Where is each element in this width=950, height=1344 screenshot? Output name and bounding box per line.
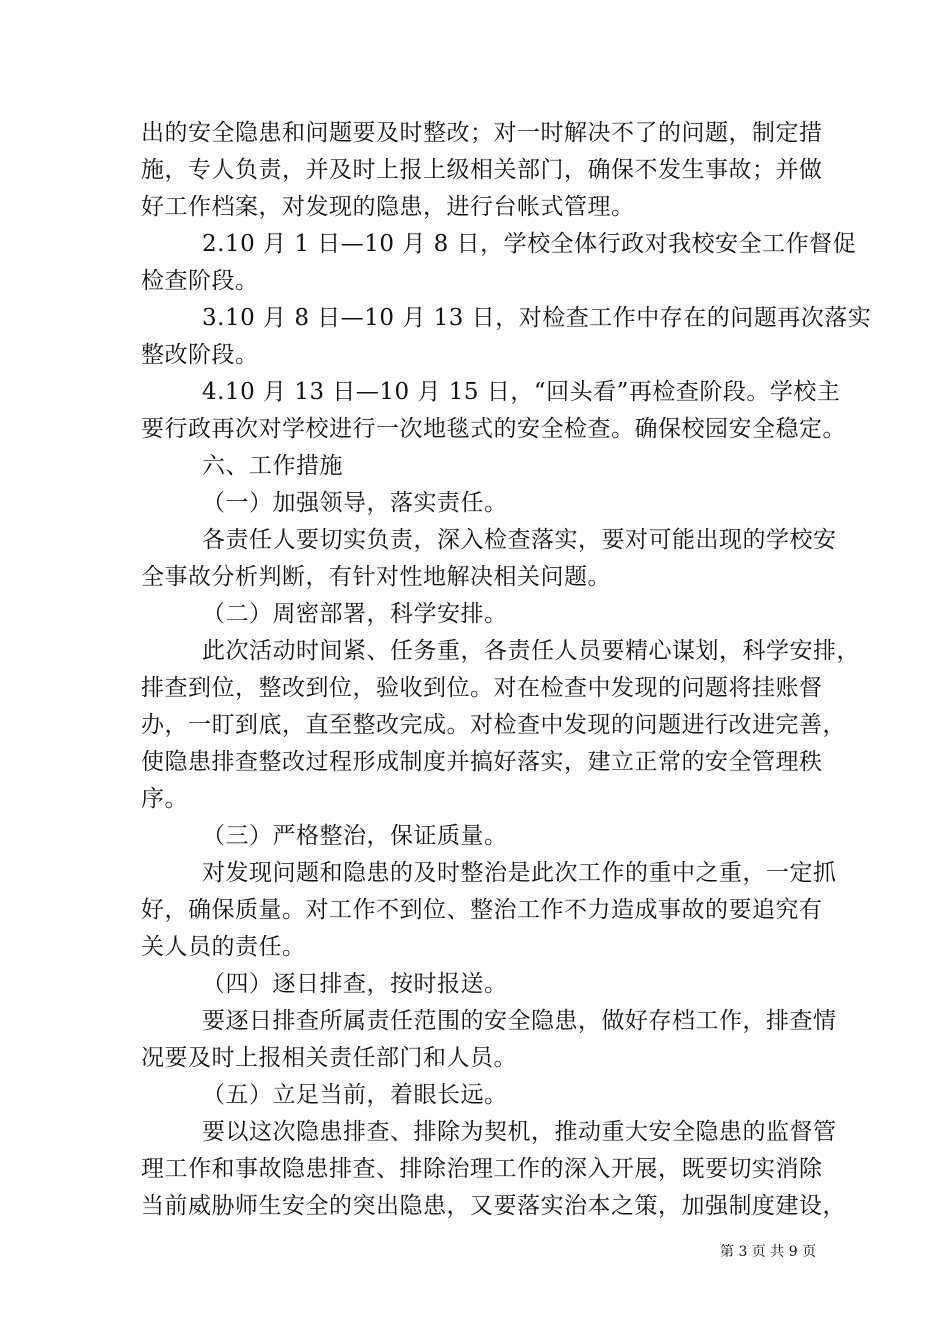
subsection-heading: （二）周密部署，科学安排。: [202, 601, 508, 627]
text-line: 排查到位，整改到位，验收到位。对在检查中发现的问题将挂账督: [141, 675, 823, 701]
text-line: 办，一盯到底，直至整改完成。对检查中发现的问题进行改进完善，: [141, 712, 846, 738]
text-line: 施，专人负责，并及时上报上级相关部门，确保不发生事故；并做: [141, 157, 823, 183]
subsection-heading: （五）立足当前，着眼长远。: [202, 1082, 508, 1108]
text-line: 要行政再次对学校进行一次地毯式的安全检查。确保校园安全稳定。: [141, 416, 846, 442]
text-line: 序。: [141, 786, 188, 812]
subsection-heading: （四）逐日排查，按时报送。: [202, 971, 508, 997]
page-indicator: 第 3 页 共 9 页: [720, 1244, 817, 1260]
text-line: 此次活动时间紧、任务重，各责任人员要精心谋划，科学安排，: [202, 638, 860, 664]
text-line: 2.10 月 1 日—10 月 8 日，学校全体行政对我校安全工作督促: [202, 231, 857, 257]
subsection-heading: （三）严格整治，保证质量。: [202, 823, 508, 849]
text-line: 全事故分析判断，有针对性地解决相关问题。: [141, 564, 611, 590]
text-line: 整改阶段。: [141, 342, 259, 368]
text-line: 好，确保质量。对工作不到位、整治工作不力造成事故的要追究有: [141, 897, 823, 923]
text-line: 3.10 月 8 日—10 月 13 日，对检查工作中存在的问题再次落实: [202, 305, 872, 331]
text-line: 理工作和事故隐患排查、排除治理工作的深入开展，既要切实消除: [141, 1156, 823, 1182]
text-line: 4.10 月 13 日—10 月 15 日，“回头看”再检查阶段。学校主: [202, 379, 841, 405]
text-line: 使隐患排查整改过程形成制度并搞好落实，建立正常的安全管理秩: [141, 749, 823, 775]
text-line: 关人员的责任。: [141, 934, 306, 960]
text-line: 各责任人要切实负责，深入检查落实，要对可能出现的学校安: [202, 527, 837, 553]
text-line: 对发现问题和隐患的及时整治是此次工作的重中之重，一定抓: [202, 860, 837, 886]
text-line: 检查阶段。: [141, 268, 259, 294]
text-line: 要以这次隐患排查、排除为契机，推动重大安全隐患的监督管: [202, 1119, 837, 1145]
text-line: 况要及时上报相关责任部门和人员。: [141, 1045, 517, 1071]
section-heading: 六、工作措施: [202, 453, 343, 479]
text-line: 当前威胁师生安全的突出隐患，又要落实治本之策，加强制度建设，: [141, 1193, 846, 1219]
text-line: 好工作档案，对发现的隐患，进行台帐式管理。: [141, 194, 635, 220]
text-line: 出的安全隐患和问题要及时整改；对一时解决不了的问题，制定措: [141, 120, 823, 146]
text-line: 要逐日排查所属责任范围的安全隐患，做好存档工作，排查情: [202, 1008, 837, 1034]
subsection-heading: （一）加强领导，落实责任。: [202, 490, 508, 516]
